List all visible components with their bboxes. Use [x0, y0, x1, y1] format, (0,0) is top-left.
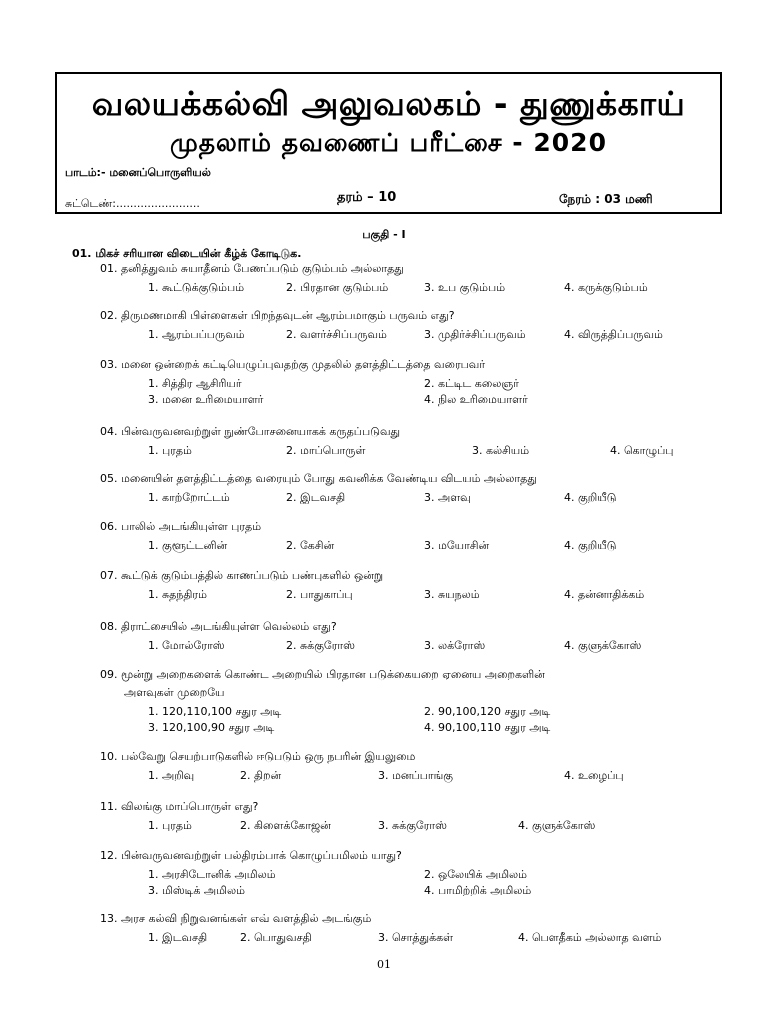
office-title: வலயக்கல்வி அலுவலகம் - துணுக்காய் — [91, 84, 686, 123]
answer-option-3[interactable]: 3. 120,100,90 சதுர அடி — [148, 721, 275, 734]
exam-title: முதலாம் தவணைப் பரீட்சை - 2020 — [170, 128, 607, 157]
question-text: 04. பின்வருவனவற்றுள் நுண்போசனையாகக் கருதப்படுவது — [100, 425, 401, 438]
question-text: 02. திருமணமாகி பிள்ளைகள் பிறந்தவுடன் ஆரம்பமாகும் பருவம் எது? — [100, 309, 455, 322]
answer-option-4[interactable]: 4. விருத்திப்பருவம் — [564, 328, 663, 341]
answer-option-4[interactable]: 4. பௌதீகம் அல்லாத வளம் — [518, 931, 662, 944]
answer-option-1[interactable]: 1. குளூட்டனின் — [148, 539, 228, 552]
answer-option-4[interactable]: 4. 90,100,110 சதுர அடி — [424, 721, 551, 734]
answer-option-2[interactable]: 2. 90,100,120 சதுர அடி — [424, 705, 551, 718]
question-text-continued: அளவுகள் முறையே — [124, 686, 225, 699]
answer-option-1[interactable]: 1. 120,110,100 சதுர அடி — [148, 705, 282, 718]
answer-option-3[interactable]: 3. சொத்துக்கள் — [378, 931, 454, 944]
answer-option-2[interactable]: 2. பொதுவசதி — [240, 931, 312, 944]
question-text: 05. மனையின் தளத்திட்டத்தை வரையும் போது கவனிக்க வேண்டிய விடயம் அல்லாதது — [100, 472, 537, 485]
question-text: 08. திராட்சையில் அடங்கியுள்ள வெல்லம் எது? — [100, 620, 337, 633]
question-text: 10. பல்வேறு செயற்பாடுகளில் ஈடுபடும் ஒரு நபரின் இயலுமை — [100, 750, 416, 763]
question-text: 07. கூட்டுக் குடும்பத்தில் காணப்படும் பண்புகளில் ஒன்று — [100, 569, 384, 582]
index-number-field: சுட்டெண்:........................ — [65, 197, 200, 210]
instruction: 01. மிகச் சரியான விடையின் கீழ்க் கோடிடுக. — [72, 247, 302, 260]
question-text: 13. அரச கல்வி நிறுவனங்கள் எவ் வளத்தில் அடங்கும் — [100, 912, 372, 925]
answer-option-4[interactable]: 4. குளுக்கோஸ் — [564, 639, 642, 652]
answer-option-2[interactable]: 2. கிளைக்கோஜன் — [240, 819, 331, 832]
answer-option-4[interactable]: 4. உழைப்பு — [564, 769, 624, 782]
subject-label: பாடம்:- மனைப்பொருளியல் — [65, 166, 211, 179]
answer-option-1[interactable]: 1. புரதம் — [148, 819, 192, 832]
answer-option-3[interactable]: 3. மனை உரிமையாளர் — [148, 393, 264, 406]
answer-option-2[interactable]: 2. கேசின் — [286, 539, 335, 552]
answer-option-4[interactable]: 4. கொழுப்பு — [610, 444, 674, 457]
question-text: 09. மூன்று அறைகளைக் கொண்ட அறையில் பிரதான படுக்கையறை ஏனைய அறைகளின் — [100, 668, 545, 681]
answer-option-3[interactable]: 3. முதிர்ச்சிப்பருவம் — [424, 328, 526, 341]
time-label: நேரம் : 03 மணி — [559, 192, 653, 206]
answer-option-3[interactable]: 3. சுயநலம் — [424, 588, 480, 601]
answer-option-1[interactable]: 1. அரசிடோனிக் அமிலம் — [148, 868, 276, 881]
grade-label: தரம் – 10 — [337, 190, 397, 205]
page-number: 01 — [377, 958, 391, 971]
answer-option-3[interactable]: 3. லக்ரோஸ் — [424, 639, 486, 652]
answer-option-3[interactable]: 3. கல்சியம் — [472, 444, 530, 457]
answer-option-1[interactable]: 1. இடவசதி — [148, 931, 208, 944]
answer-option-2[interactable]: 2. கட்டிட கலைஞர் — [424, 377, 519, 390]
answer-option-2[interactable]: 2. இடவசதி — [286, 491, 346, 504]
answer-option-1[interactable]: 1. கூட்டுக்குடும்பம் — [148, 281, 245, 294]
answer-option-2[interactable]: 2. ஒலேயிக் அமிலம் — [424, 868, 528, 881]
answer-option-1[interactable]: 1. காற்றோட்டம் — [148, 491, 230, 504]
answer-option-2[interactable]: 2. வளர்ச்சிப்பருவம் — [286, 328, 387, 341]
answer-option-4[interactable]: 4. குறியீடு — [564, 539, 617, 552]
answer-option-4[interactable]: 4. நில உரிமையாளர் — [424, 393, 528, 406]
answer-option-2[interactable]: 2. சுக்குரோஸ் — [286, 639, 355, 652]
question-text: 03. மனை ஒன்றைக் கட்டியெழுப்புவதற்கு முதலில் தளத்திட்டத்தை வரைபவர் — [100, 358, 486, 371]
answer-option-3[interactable]: 3. மனப்பாங்கு — [378, 769, 453, 782]
answer-option-4[interactable]: 4. கருக்குடும்பம் — [564, 281, 648, 294]
answer-option-1[interactable]: 1. அறிவு — [148, 769, 195, 782]
answer-option-1[interactable]: 1. புரதம் — [148, 444, 192, 457]
answer-option-4[interactable]: 4. பாமிற்றிக் அமிலம் — [424, 884, 532, 897]
answer-option-2[interactable]: 2. பிரதான குடும்பம் — [286, 281, 389, 294]
answer-option-1[interactable]: 1. மோல்ரோஸ் — [148, 639, 225, 652]
answer-option-2[interactable]: 2. மாப்பொருள் — [286, 444, 366, 457]
answer-option-3[interactable]: 3. மயோசின் — [424, 539, 490, 552]
answer-option-3[interactable]: 3. சுக்குரோஸ் — [378, 819, 447, 832]
answer-option-4[interactable]: 4. தன்னாதிக்கம் — [564, 588, 645, 601]
answer-option-2[interactable]: 2. பாதுகாப்பு — [286, 588, 353, 601]
section-title: பகுதி - I — [362, 228, 406, 241]
answer-option-3[interactable]: 3. அளவு — [424, 491, 471, 504]
question-text: 11. விலங்கு மாப்பொருள் எது? — [100, 800, 259, 813]
answer-option-1[interactable]: 1. சுதந்திரம் — [148, 588, 207, 601]
answer-option-2[interactable]: 2. திறன் — [240, 769, 282, 782]
answer-option-3[interactable]: 3. மிஸ்டிக் அமிலம் — [148, 884, 245, 897]
answer-option-4[interactable]: 4. குறியீடு — [564, 491, 617, 504]
question-text: 01. தனித்துவம் சுயாதீனம் பேணப்படும் குடும்பம் அல்லாதது — [100, 262, 404, 275]
answer-option-1[interactable]: 1. சித்திர ஆசிரியர் — [148, 377, 242, 390]
answer-option-3[interactable]: 3. உப குடும்பம் — [424, 281, 506, 294]
question-text: 12. பின்வருவனவற்றுள் பல்திரம்பாக் கொழுப்பமிலம் யாது? — [100, 849, 402, 862]
question-text: 06. பாலில் அடங்கியுள்ள புரதம் — [100, 520, 262, 533]
answer-option-1[interactable]: 1. ஆரம்பப்பருவம் — [148, 328, 245, 341]
header-box — [55, 72, 722, 214]
answer-option-4[interactable]: 4. குளுக்கோஸ் — [518, 819, 596, 832]
